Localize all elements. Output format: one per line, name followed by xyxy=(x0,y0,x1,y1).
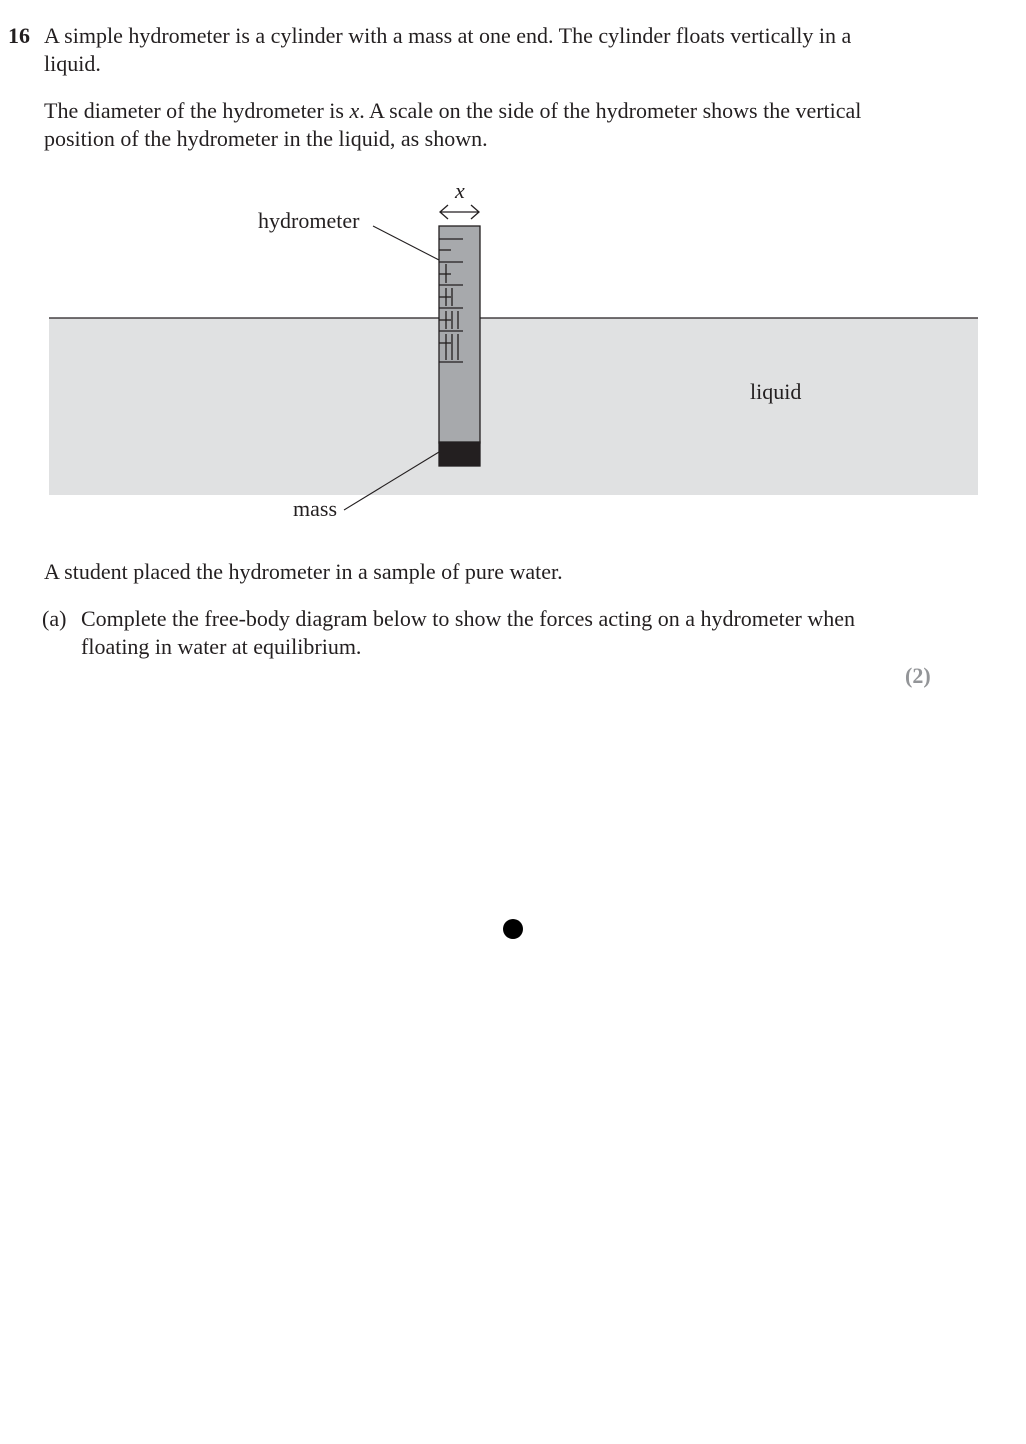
hydrometer-diagram xyxy=(0,0,1026,540)
question-intro: A simple hydrometer is a cylinder with a mass at one end. The cylinder floats vertically in a liquid. xyxy=(44,23,852,76)
part-a-text: Complete the free-body diagram below to show the forces acting on a hydrometer when floating in water at equilibrium. xyxy=(81,606,856,659)
hydrometer-tube xyxy=(439,226,480,443)
question-number: 16 xyxy=(8,23,30,48)
liquid-label: liquid xyxy=(750,379,802,404)
diameter-label: x xyxy=(455,178,465,203)
mass-label: mass xyxy=(293,496,337,521)
part-a-marks: (2) xyxy=(905,663,931,688)
diameter-arrow xyxy=(440,205,479,219)
description-before-variable: The diameter of the hydrometer is xyxy=(44,98,350,123)
free-body-diagram-point[interactable] xyxy=(503,919,523,939)
liquid-region xyxy=(49,318,978,495)
diameter-variable: x xyxy=(349,98,360,123)
hydrometer-leader-line xyxy=(373,226,439,260)
question-context: A student placed the hydrometer in a sample of pure water. xyxy=(44,559,563,584)
part-a-label: (a) xyxy=(42,606,67,631)
hydrometer-mass xyxy=(439,442,480,466)
description-after-variable: . A scale on the side of the hydrometer shows the vertical position of the hydrometer in the liquid, as shown. xyxy=(44,98,862,151)
hydrometer-label: hydrometer xyxy=(258,208,360,233)
